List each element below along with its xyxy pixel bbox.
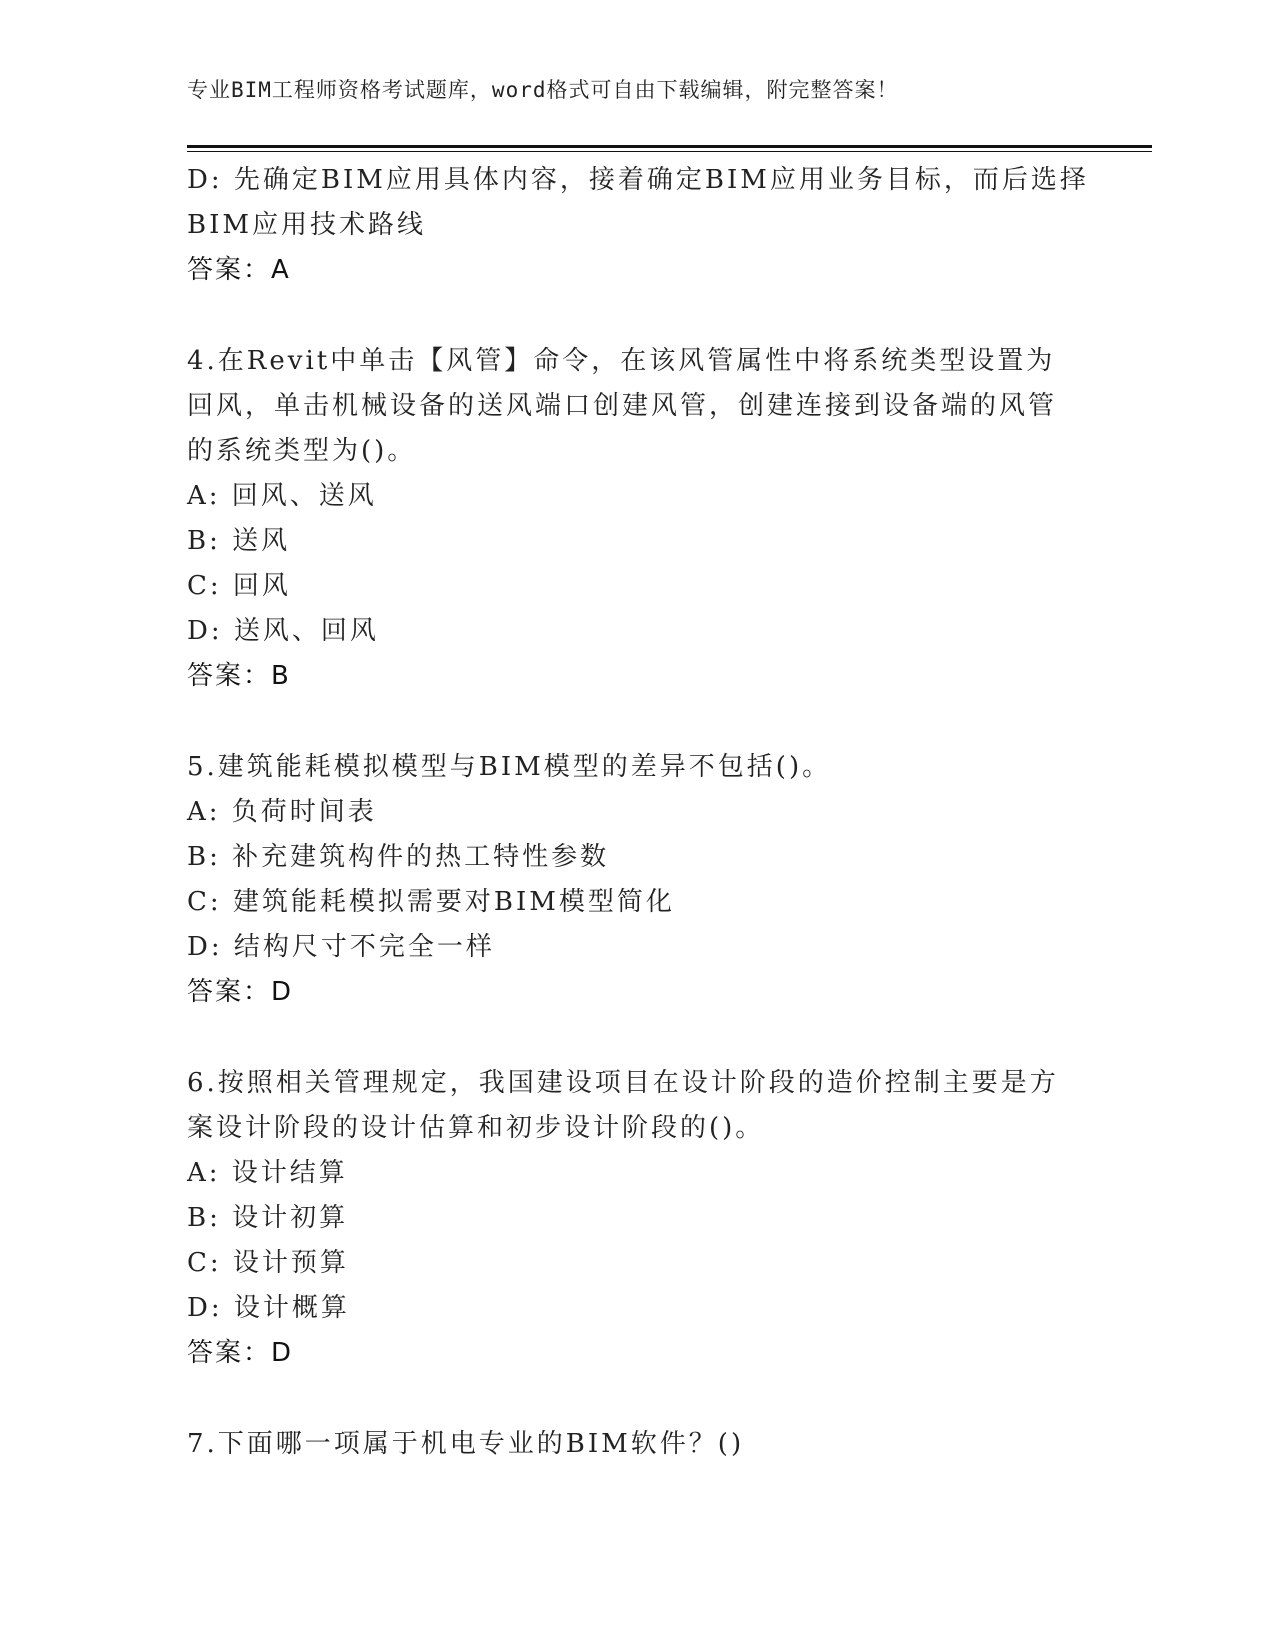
option-line: BIM应用技术路线 — [187, 210, 426, 240]
option-d: D: 结构尺寸不完全一样 — [187, 932, 495, 962]
question-7 — [187, 1422, 1087, 1467]
option-b: B: 送风 — [187, 526, 291, 556]
question-4 — [187, 339, 1087, 699]
answer-line: 答案：D — [187, 977, 294, 1007]
spacer — [187, 1376, 1087, 1422]
header-rule-thick — [187, 145, 1152, 148]
option-c: C: 建筑能耗模拟需要对BIM模型简化 — [187, 887, 675, 917]
option-a: A: 设计结算 — [187, 1158, 348, 1188]
spacer — [187, 1015, 1087, 1061]
option-c: C: 设计预算 — [187, 1248, 349, 1278]
question-5 — [187, 745, 1087, 1015]
question-stem: 的系统类型为()。 — [187, 436, 417, 466]
question-stem: 6.按照相关管理规定，我国建设项目在设计阶段的造价控制主要是方 — [187, 1068, 1059, 1098]
spacer — [187, 699, 1087, 745]
header-rule-thin — [187, 151, 1152, 152]
answer-line: 答案：B — [187, 661, 291, 691]
question-stem: 案设计阶段的设计估算和初步设计阶段的()。 — [187, 1113, 765, 1143]
option-b: B: 设计初算 — [187, 1203, 349, 1233]
option-c: C: 回风 — [187, 571, 291, 601]
option-a: A: 负荷时间表 — [187, 797, 377, 827]
option-b: B: 补充建筑构件的热工特性参数 — [187, 842, 610, 872]
answer-line: 答案：A — [187, 255, 291, 285]
question-list — [187, 158, 1087, 1467]
spacer — [187, 293, 1087, 339]
page-header: 专业BIM工程师资格考试题库，word格式可自由下载编辑，附完整答案！ — [187, 78, 899, 102]
option-d: D: 送风、回风 — [187, 616, 379, 646]
question-3-continued — [187, 158, 1087, 293]
question-6 — [187, 1061, 1087, 1376]
question-stem: 5.建筑能耗模拟模型与BIM模型的差异不包括()。 — [187, 752, 832, 782]
option-line: D: 先确定BIM应用具体内容，接着确定BIM应用业务目标，而后选择 — [187, 165, 1089, 195]
question-stem: 回风，单击机械设备的送风端口创建风管，创建连接到设备端的风管 — [187, 391, 1058, 421]
question-stem: 4.在Revit中单击【风管】命令，在该风管属性中将系统类型设置为 — [187, 346, 1056, 376]
answer-line: 答案：D — [187, 1338, 294, 1368]
question-stem: 7.下面哪一项属于机电专业的BIM软件？() — [187, 1429, 745, 1459]
option-a: A: 回风、送风 — [187, 481, 377, 511]
option-d: D: 设计概算 — [187, 1293, 350, 1323]
